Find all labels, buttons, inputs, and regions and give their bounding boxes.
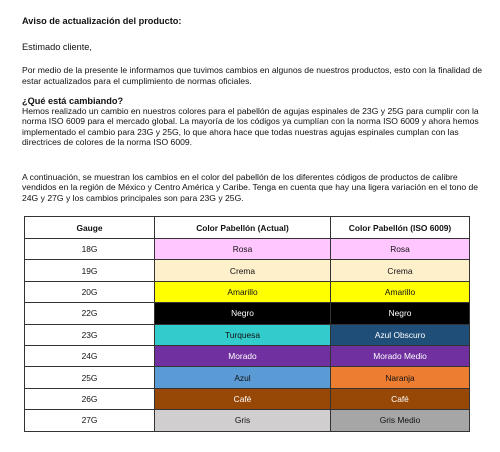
color-iso-cell: Café (331, 388, 470, 409)
color-actual-cell: Amarillo (155, 281, 331, 302)
header-gauge: Gauge (25, 217, 155, 239)
gauge-cell: 24G (25, 345, 155, 366)
header-color-iso: Color Pabellón (ISO 6009) (331, 217, 470, 239)
table-row (25, 410, 470, 431)
table-row (25, 367, 470, 388)
color-iso-cell: Naranja (331, 367, 470, 388)
change-paragraph: Hemos realizado un cambio en nuestros colores para el pabellón de agujas espinales de 23G y 25G para cumplir con la norma ISO 6009 para el mercado global. La mayoría de los códigos ya cumplían con la norma ISO 6009 y ahora hemos implementado el cambio para 23G y 25G, lo que ahora hace que todas nuestras agujas espinales cumplan con las directrices de colores de la norma ISO 6009. (22, 106, 479, 148)
region-paragraph: A continuación, se muestran los cambios en el color del pabellón de los diferentes códigos de productos de calibre vendidos en la región de México y Centro América y Caribe. Tenga en cuenta que hay una ligera variación en el tono de 24G y 27G y los cambios principales son para 23G y 25G. (22, 172, 479, 203)
color-actual-cell: Morado (155, 345, 331, 366)
gauge-cell: 27G (25, 410, 155, 431)
color-actual-cell: Rosa (155, 239, 331, 260)
color-actual-cell: Negro (155, 303, 331, 324)
greeting: Estimado cliente, (22, 42, 92, 52)
table-row (25, 239, 470, 260)
color-iso-cell: Morado Medio (331, 345, 470, 366)
color-actual-cell: Crema (155, 260, 331, 281)
intro-paragraph: Por medio de la presente le informamos que tuvimos cambios en algunos de nuestros productos, esto con la finalidad de estar actualizados para el cumplimiento de normas oficiales. (22, 65, 483, 86)
color-iso-cell: Rosa (331, 239, 470, 260)
color-actual-cell: Azul (155, 367, 331, 388)
color-iso-cell: Gris Medio (331, 410, 470, 431)
gauge-cell: 18G (25, 239, 155, 260)
table-row (25, 260, 470, 281)
section-heading: ¿Qué está cambiando? (22, 96, 124, 106)
table-row (25, 281, 470, 302)
color-actual-cell: Gris (155, 410, 331, 431)
color-iso-cell: Azul Obscuro (331, 324, 470, 345)
gauge-cell: 20G (25, 281, 155, 302)
color-table (24, 216, 470, 432)
gauge-cell: 22G (25, 303, 155, 324)
table-header-row (25, 217, 470, 239)
color-iso-cell: Negro (331, 303, 470, 324)
gauge-cell: 19G (25, 260, 155, 281)
color-iso-cell: Crema (331, 260, 470, 281)
color-iso-cell: Amarillo (331, 281, 470, 302)
gauge-cell: 25G (25, 367, 155, 388)
header-color-actual: Color Pabellón (Actual) (155, 217, 331, 239)
color-actual-cell: Turquesa (155, 324, 331, 345)
gauge-cell: 23G (25, 324, 155, 345)
gauge-cell: 26G (25, 388, 155, 409)
table-row (25, 324, 470, 345)
table-row (25, 388, 470, 409)
color-actual-cell: Café (155, 388, 331, 409)
table-row (25, 303, 470, 324)
notice-title: Aviso de actualización del producto: (22, 16, 182, 26)
table-row (25, 345, 470, 366)
